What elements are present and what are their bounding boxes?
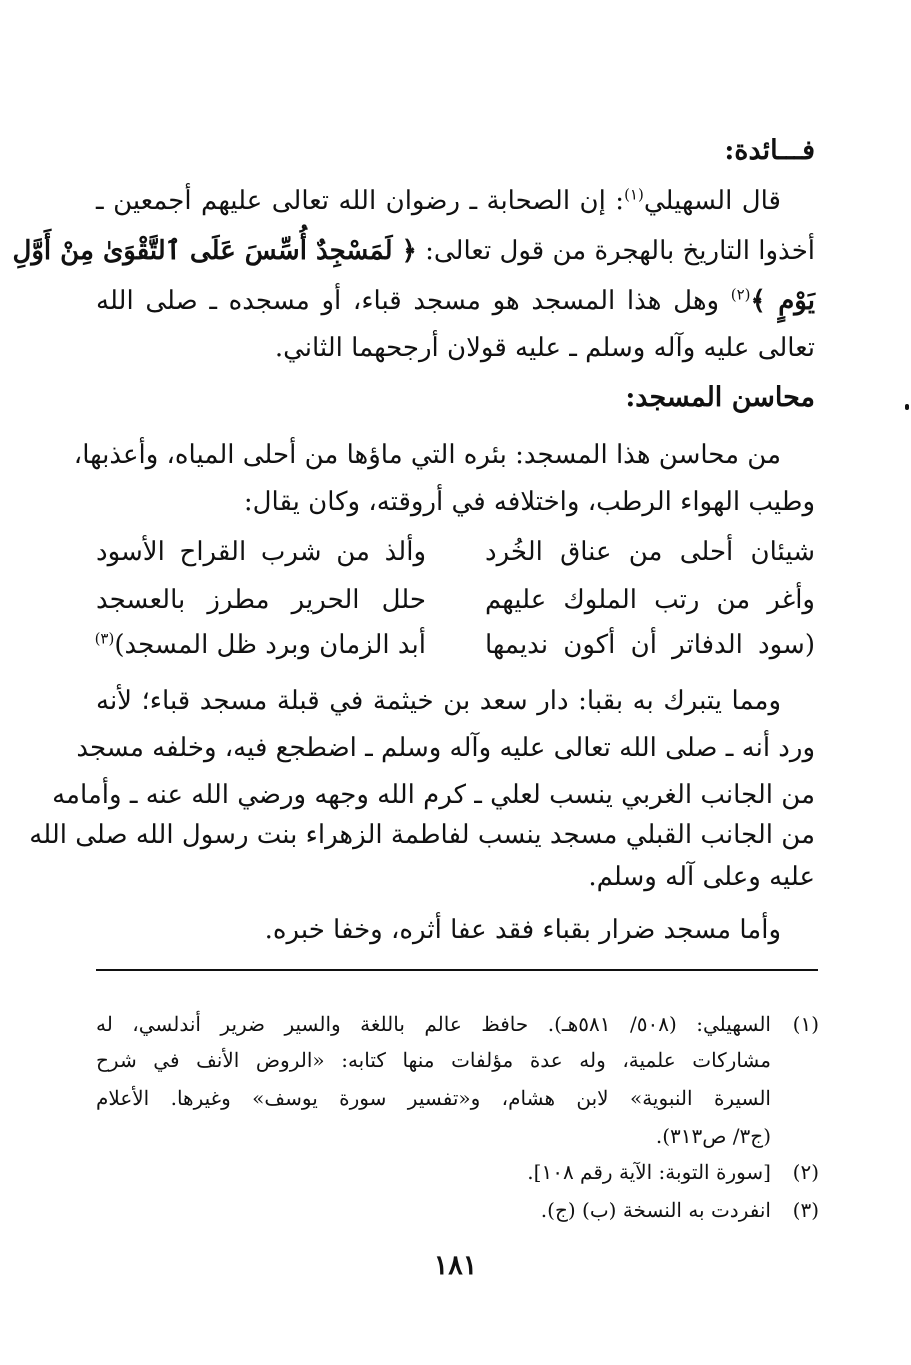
section-heading-mahasin: محاسن المسجد: xyxy=(625,382,815,413)
footnote-number: (٢) xyxy=(792,1160,819,1184)
quran-verse: ﴿ لَمَسْجِدٌ أُسِّسَ عَلَى ٱلتَّقْوَىٰ مِنْ أَوَّلِ xyxy=(12,236,417,266)
paragraph-line: وأما مسجد ضرار بقباء فقد عفا أثره، وخفا خبره. xyxy=(264,915,781,945)
poem-verse xyxy=(96,585,815,619)
paragraph-line xyxy=(12,236,815,267)
footnote-line xyxy=(96,1086,819,1112)
section-heading-fawaid: فـــائدة: xyxy=(724,135,815,166)
paragraph-line: ومما يتبرك به بقبا: دار سعد بن خيثمة في قبلة مسجد قباء؛ لأنه xyxy=(96,686,781,716)
poem-verse xyxy=(96,630,815,664)
footnote-text: السيرة النبوية» لابن هشام، و«تفسير سورة يوسف» وغيرها. الأعلام xyxy=(96,1086,771,1110)
paragraph-line: من محاسن هذا المسجد: بئره التي ماؤها من أحلى المياه، وأعذبها، xyxy=(73,440,781,470)
footnote-line xyxy=(96,1160,819,1186)
text-run: أبد الزمان وبرد ظل المسجد) xyxy=(114,630,426,660)
footnote-text: السهيلي: (٥٠٨/ ٥٨١هـ). حافظ عالم باللغة والسير ضرير أندلسي، له xyxy=(96,1012,771,1036)
footnote-text: مشاركات علمية، وله عدة مؤلفات منها كتابه: «الروض الأنف في شرح xyxy=(96,1048,771,1072)
text-run: وهل هذا المسجد هو مسجد قباء، أو مسجده ـ صلى الله xyxy=(96,286,731,316)
verse-second-hemistich: حلل الحرير مطرز بالعسجد xyxy=(96,585,426,615)
footnote-line xyxy=(96,1198,819,1224)
paragraph-line: ورد أنه ـ صلى الله تعالى عليه وآله وسلم ـ اضطجع فيه، وخلفه مسجد xyxy=(76,733,815,763)
paragraph-line xyxy=(96,286,815,317)
paragraph-line: وطيب الهواء الرطب، واختلافه في أروقته، وكان يقال: xyxy=(243,487,815,517)
paragraph-line: من الجانب الغربي ينسب لعلي ـ كرم الله وجهه ورضي الله عنه ـ وأمامه xyxy=(52,780,815,810)
text-run: : إن الصحابة ـ رضوان الله تعالى عليهم أجمعين ـ xyxy=(96,186,625,216)
footnote-number: (٣) xyxy=(792,1198,819,1222)
text-run: قال السهيلي xyxy=(643,186,781,216)
footnote-text: [سورة التوبة: الآية رقم ١٠٨]. xyxy=(527,1160,771,1184)
text-run: أخذوا التاريخ بالهجرة من قول تعالى: xyxy=(416,236,815,266)
quran-verse: يَوْمٍ ﴾ xyxy=(750,286,815,316)
verse-first-hemistich: (سود الدفاتر أن أكون نديمها xyxy=(485,630,815,660)
footnote-line xyxy=(96,1048,819,1074)
verse-first-hemistich: شيئان أحلى من عناق الخُرد xyxy=(485,537,815,567)
paragraph-line: تعالى عليه وآله وسلم ـ عليه قولان أرجحهما الثاني. xyxy=(274,333,815,363)
page-number: ١٨١ xyxy=(433,1250,478,1281)
paragraph-line: من الجانب القبلي مسجد ينسب لفاطمة الزهراء بنت رسول الله صلى الله xyxy=(29,820,815,850)
footnote-line xyxy=(96,1012,819,1038)
verse-first-hemistich: وأغر من رتب الملوك عليهم xyxy=(485,585,815,615)
poem-verse xyxy=(96,537,815,571)
paragraph-line xyxy=(96,186,781,217)
verse-second-hemistich xyxy=(96,630,426,661)
footnote-text: (ج٣/ ص٣١٣). xyxy=(655,1124,771,1148)
paragraph-line: عليه وعلى آله وسلم. xyxy=(588,862,815,892)
footnote-line xyxy=(96,1124,819,1150)
footnote-marker: (٢) xyxy=(730,285,751,304)
footnote-number: (١) xyxy=(792,1012,819,1036)
footnote-marker: (٣) xyxy=(94,629,115,648)
footnote-text: انفردت به النسخة (ب) (ج). xyxy=(540,1198,771,1222)
verse-second-hemistich: وألذ من شرب القراح الأسود xyxy=(96,537,426,567)
footnote-marker: (١) xyxy=(624,185,644,204)
footnote-separator xyxy=(96,969,818,971)
scan-edge-mark xyxy=(905,404,909,410)
